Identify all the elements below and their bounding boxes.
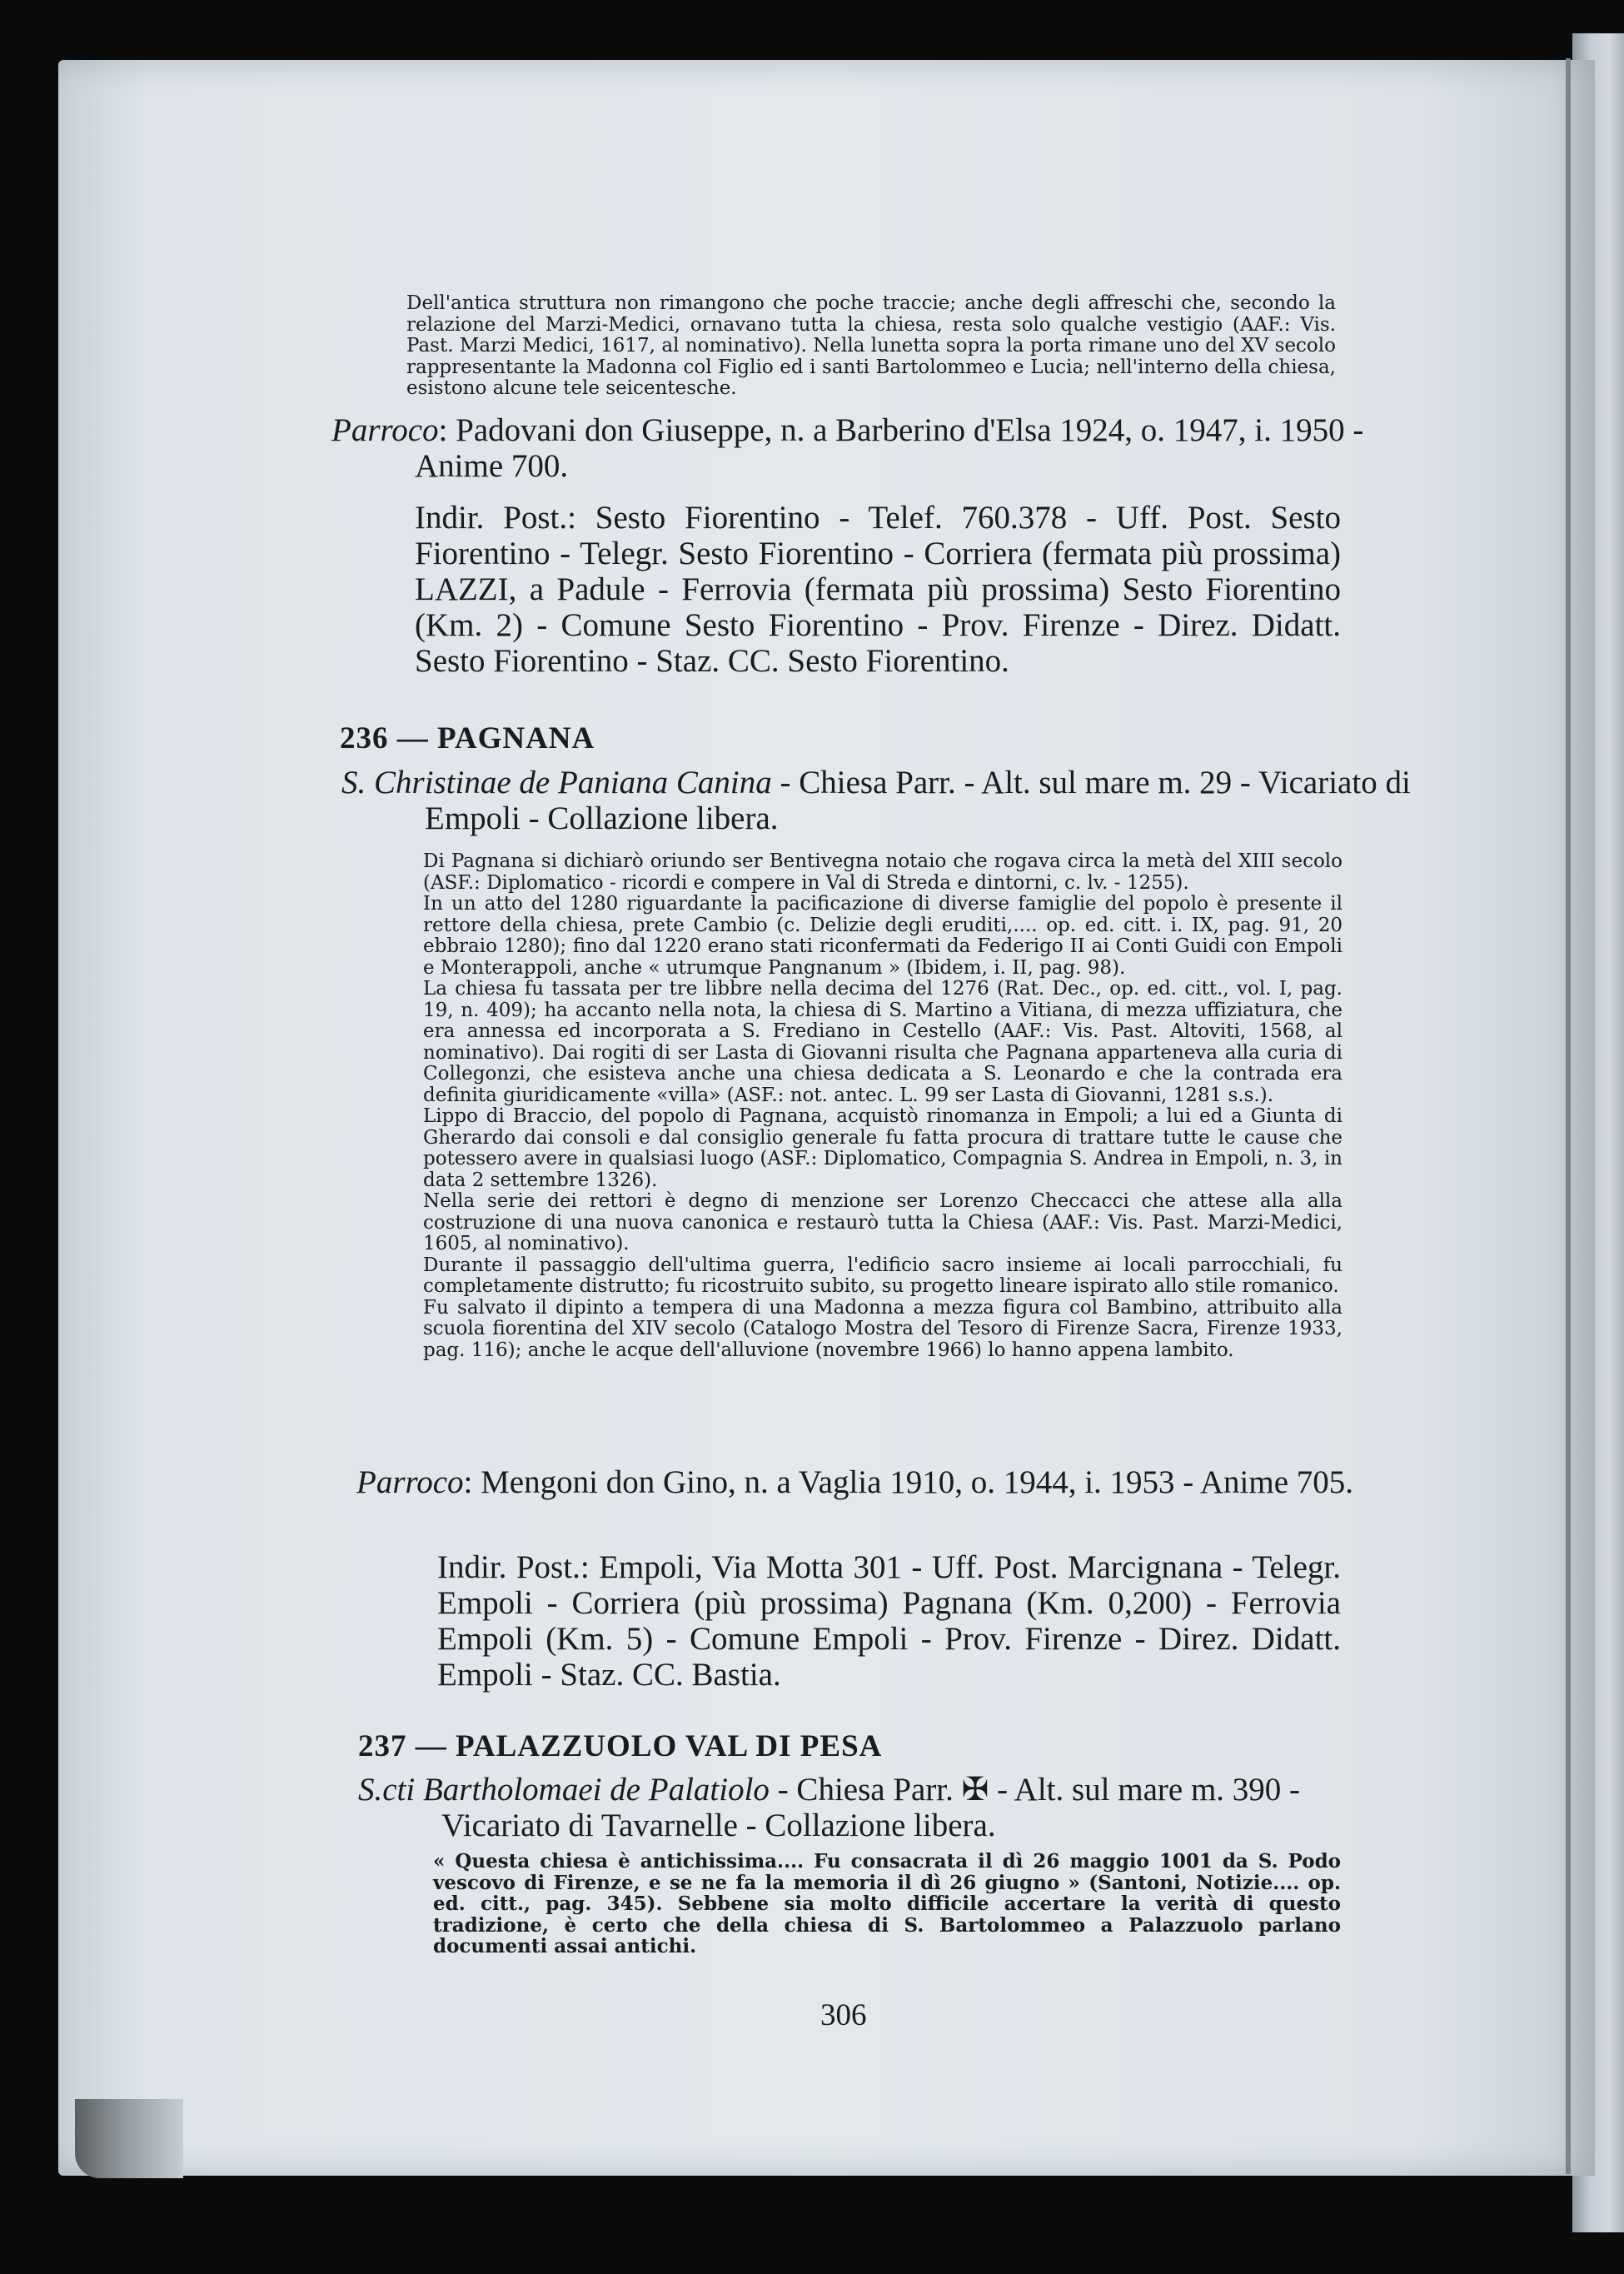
entry-details: - Chiesa Parr. ✠ - Alt. sul mare m. 390 - Vicariato di Tavarnelle - Collazione libera. — [441, 1772, 1301, 1843]
entry-heading-236: 236 — PAGNANA — [340, 721, 595, 756]
entry-details: - Chiesa Parr. - Alt. sul mare m. 29 - Vicariato di Empoli - Collazione libera. — [425, 765, 1411, 836]
parroco-text: : Mengoni don Gino, n. a Vaglia 1910, o. 1944, i. 1953 - Anime 705. — [463, 1464, 1354, 1500]
page-gutter — [1566, 58, 1571, 2174]
note-paragraph: Durante il passaggio dell'ultima guerra, l'edificio sacro insieme ai locali parrocchiali, fu completamente distrutto; fu ricostruito subito, su progetto lineare ispirato allo stile romanico. — [423, 1254, 1343, 1297]
note-paragraph: Di Pagnana si dichiarò oriundo ser Bentivegna notaio che rogava circa la metà del XIII secolo (ASF.: Diplomatico - ricordi e compere in Val di Streda e dintorni, c. lv. - 1255). — [423, 850, 1343, 894]
parroco-prev — [331, 412, 1422, 484]
entry-236-notes — [423, 851, 1343, 1361]
note-paragraph: Fu salvato il dipinto a tempera di una Madonna a mezza figura col Bambino, attribuito alla scuola fiorentina del XIV secolo (Catalogo Mostra del Tesoro di Firenze Sacra, Firenze 1933, pag. 116); anche le acque dell'alluvione (novembre 1966) lo hanno appena lambito. — [423, 1296, 1343, 1361]
entry-heading-237: 237 — PALAZZUOLO VAL DI PESA — [358, 1729, 883, 1763]
address-prev — [415, 500, 1341, 679]
parroco-text: : Padovani don Giuseppe, n. a Barberino d'Elsa 1924, o. 1947, i. 1950 - Anime 700. — [415, 412, 1364, 484]
note-paragraph: Lippo di Braccio, del popolo di Pagnana, acquistò rinomanza in Empoli; a lui ed a Giunta di Gherardo dai consoli e dal consiglio generale fu fatta procura di trattare tutte le cause che potessero avere in qualsiasi luogo (ASF.: Diplomatico, Compagnia S. Andrea in Empoli, n. 3, in data 2 settembre 1326). — [423, 1105, 1343, 1191]
intro-note-text: Dell'antica struttura non rimangono che poche traccie; anche degli affreschi che, secondo la relazione del Marzi-Medici, ornavano tutta la chiesa, resta solo qualche vestigio (AAF.: Vis. Past. Marzi Medici, 1617, al nominativo). Nella lunetta sopra la porta rimane uno del XV secolo rappresentante la Madonna col Figlio ed i santi Bartolommeo e Lucia; nell'interno della chiesa, esistono alcune tele seicentesche. — [406, 292, 1336, 399]
entry-237-title — [358, 1772, 1424, 1843]
entry-236-title — [341, 765, 1424, 836]
parroco-label: Parroco — [356, 1464, 464, 1500]
intro-note — [406, 293, 1336, 400]
note-paragraph: In un atto del 1280 riguardante la pacificazione di diverse famiglie del popolo è presente il rettore della chiesa, prete Cambio (c. Delizie degli eruditi,.... op. ed. citt. i. IX, pag. 91, 20 ebbraio 1280); fino dal 1220 erano stati riconfermati da Federigo II ai Conti Guidi con Empoli e Monterappoli, anche « utrumque Pangnanum » (Ibidem, i. II, pag. 98). — [423, 893, 1343, 979]
address-text: Indir. Post.: Empoli, Via Motta 301 - Uff. Post. Marcignana - Telegr. Empoli - Corriera (più prossima) Pagnana (Km. 0,200) - Ferrovia Empoli (Km. 5) - Comune Empoli - Prov. Firenze - Direz. Didatt. Empoli - Staz. CC. Bastia. — [437, 1549, 1341, 1693]
latin-name: S. Christinae de Paniana Canina — [341, 765, 772, 800]
note-paragraph: Nella serie dei rettori è degno di menzione ser Lorenzo Checcacci che attese alla alla costruzione di una nuova canonica e restaurò tutta la Chiesa (AAF.: Vis. Past. Marzi-Medici, 1605, al nominativo). — [423, 1190, 1343, 1254]
page-number: 306 — [820, 1998, 867, 2032]
address-236 — [437, 1549, 1341, 1693]
parroco-236 — [356, 1464, 1422, 1500]
latin-name: S.cti Bartholomaei de Palatiolo — [358, 1772, 770, 1808]
note-paragraph: La chiesa fu tassata per tre libbre nella decima del 1276 (Rat. Dec., op. ed. citt., vol. I, pag. 19, n. 409); ha accanto nella nota, la chiesa di S. Martino a Vitiana, di mezza uffiziatura, che era annessa ed incorporata a S. Frediano in Cestello (AAF.: Vis. Past. Altoviti, 1568, al nominativo). Dai rogiti di ser Lasta di Giovanni risulta che Pagnana apparteneva alla curia di Collegonzi, che esisteva anche una chiesa dedicata a S. Leonardo e che la contrada era definita giuridicamente «villa» (ASF.: not. antec. L. 99 ser Lasta di Giovanni, 1281 s.s.). — [423, 978, 1343, 1106]
parroco-label: Parroco — [331, 412, 439, 448]
address-text: Indir. Post.: Sesto Fiorentino - Telef. 760.378 - Uff. Post. Sesto Fiorentino - Telegr. Sesto Fiorentino - Corriera (fermata più prossima) LAZZI, a Padule - Ferrovia (fermata più prossima) Sesto Fiorentino (Km. 2) - Comune Sesto Fiorentino - Prov. Firenze - Direz. Didatt. Sesto Fiorentino - Staz. CC. Sesto Fiorentino. — [415, 500, 1341, 679]
entry-237-note — [433, 1851, 1341, 1957]
note-paragraph: « Questa chiesa è antichissima.... Fu consacrata il dì 26 maggio 1001 da S. Podo vescovo di Firenze, e se ne fa la memoria il dì 26 giugno » (Santoni, Notizie.... op. ed. citt., pag. 345). Sebbene sia molto difficile accertare la verità di questo tradizione, è certo che della chiesa di S. Bartolommeo a Palazzuolo parlano documenti assai antichi. — [433, 1850, 1341, 1957]
page-corner — [75, 2099, 183, 2178]
